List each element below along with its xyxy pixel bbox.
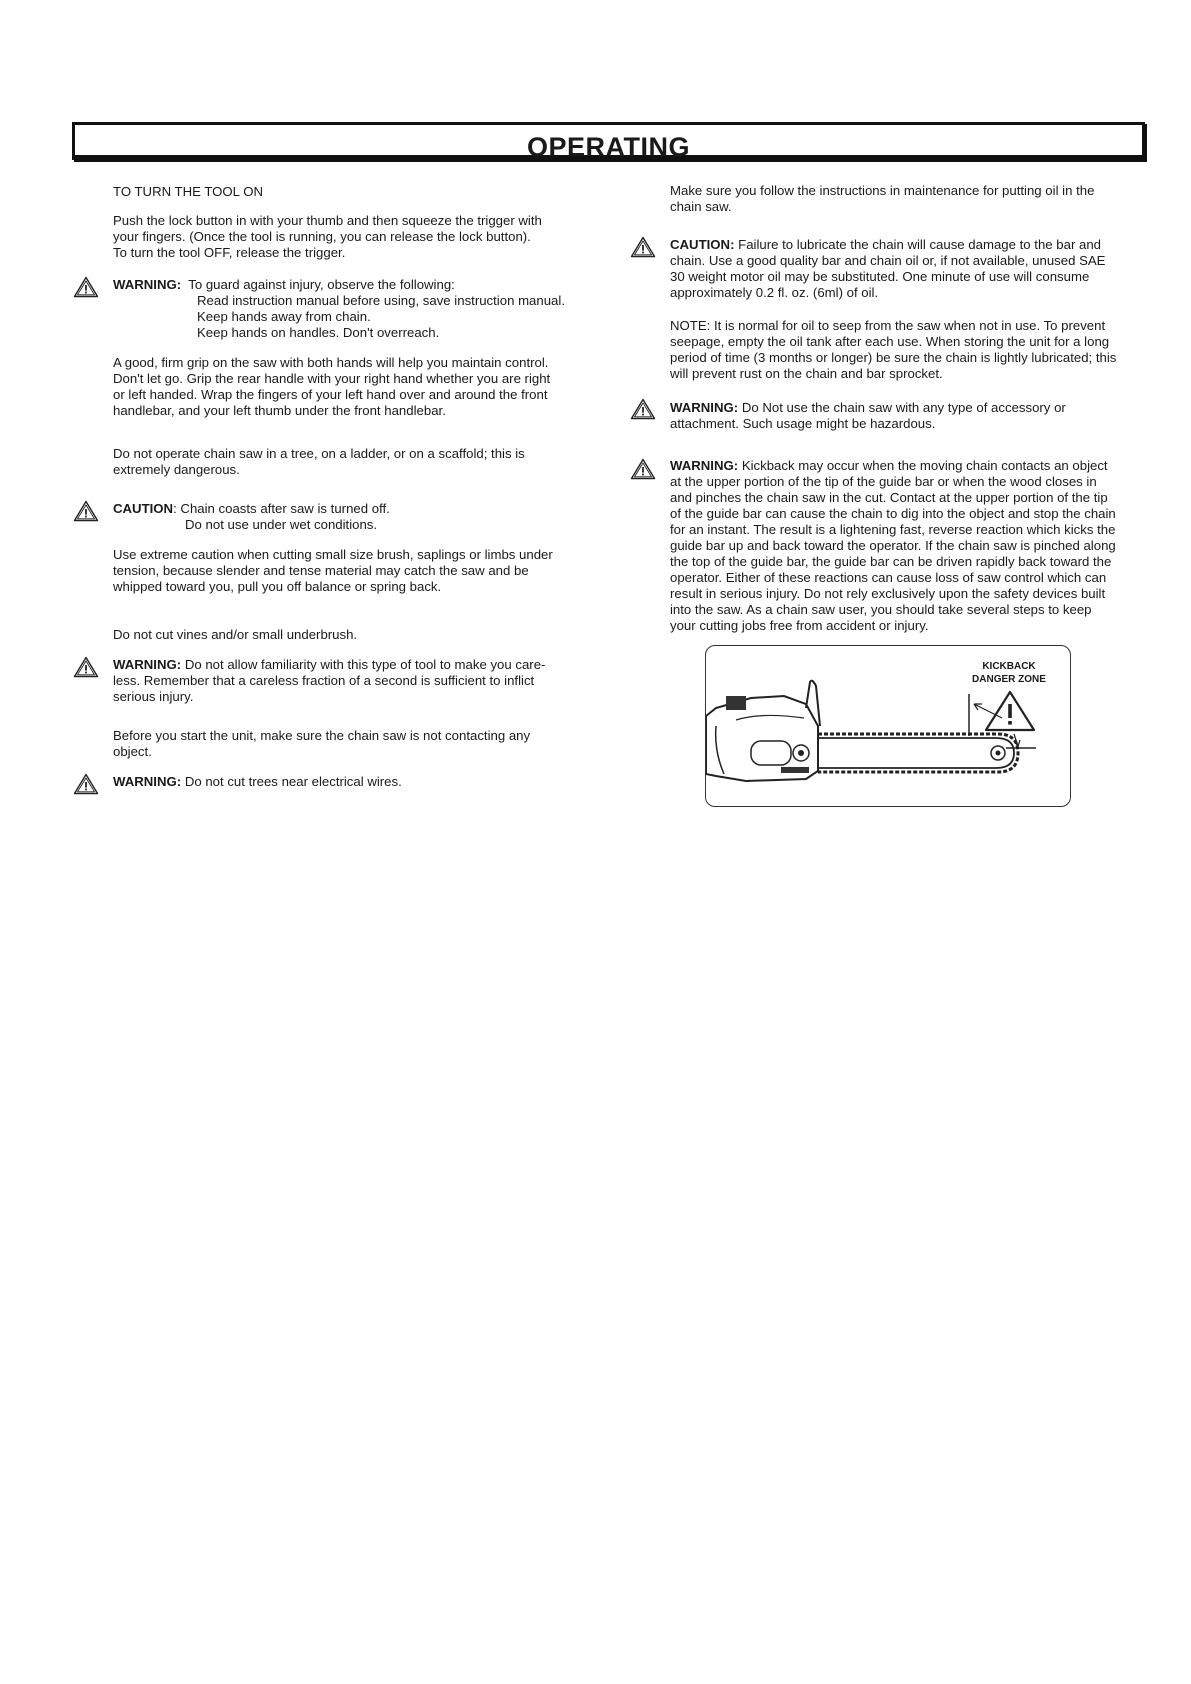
warning-icon [630,458,656,480]
caution-chain-coasts: CAUTION: Chain coasts after saw is turned off. Do not use under wet conditions. [113,501,390,532]
oil-instructions: Make sure you follow the instructions in maintenance for putting oil in the chain saw. [670,183,1095,214]
warning-icon [73,773,99,795]
kickback-figure [705,645,1071,807]
brush-caution-text: Use extreme caution when cutting small size brush, saplings or limbs under tension, because slender and tense material may catch the saw and be whipped toward you, pull you off balance or spring back. [113,547,553,594]
warning-electrical-wires: WARNING: Do not cut trees near electrical wires. [113,774,402,789]
turn-on-instructions: Push the lock button in with your thumb and then squeeze the trigger with your fingers. (Once the tool is running, you can release the lock button). To turn the tool OFF, release the trigger. [113,213,542,260]
page-title: OPERATING [526,132,690,162]
caution-lubricate: CAUTION: Failure to lubricate the chain will cause damage to the bar and chain. Use a good quality bar and chain oil or, if not available, unused SAE 30 weight motor oil may be substituted. One minute of use will consume approximately 0.2 fl. oz. (6ml) of oil. [670,237,1106,300]
kickback-danger-zone-label: KICKBACK DANGER ZONE [972,661,1046,685]
before-start-text: Before you start the unit, make sure the chain saw is not contacting any object. [113,728,531,759]
tree-ladder-warning-text: Do not operate chain saw in a tree, on a ladder, or on a scaffold; this is extremely dangerous. [113,446,525,477]
warning-guard-injury: WARNING: To guard against injury, observe the following: Read instruction manual before using, save instruction manual. Keep hands away from chain. Keep hands on handles. Don't overreach. [113,277,565,340]
warning-accessory: WARNING: Do Not use the chain saw with any type of accessory or attachment. Such usage might be hazardous. [670,400,1066,431]
warning-icon [630,398,656,420]
warning-kickback: WARNING: Kickback may occur when the moving chain contacts an object at the upper portion of the tip of the guide bar or when the wood closes in and pinches the chain saw in the cut. Contact at the upper portion of the tip of the guide bar can cause the chain to dig into the object and stop the chain for an instant. The result is a lightening fast, reverse reaction which kicks the guide bar up and back toward the operator. If the chain saw is pinched along the top of the guide bar, the guide bar can be driven rapidly back toward the operator. Either of these reactions can cause loss of saw control which can result in serious injury. Do not rely exclusively upon the safety devices built into the saw. As a chain saw user, you should take several steps to keep your cutting jobs free from accident or injury. [670,458,1116,633]
warning-familiarity: WARNING: Do not allow familiarity with this type of tool to make you care- less. Remember that a careless fraction of a second is sufficient to inflict serious injury. [113,657,546,704]
caution-icon [73,500,99,522]
section-header [72,122,1145,160]
grip-instructions: A good, firm grip on the saw with both hands will help you maintain control. Don't let go. Grip the rear handle with your right hand whether you are right or left handed. Wrap the fingers of your left hand over and around the front handlebar, and your left thumb under the front handlebar. [113,355,551,418]
warning-icon [73,276,99,298]
turn-on-heading: TO TURN THE TOOL ON [113,184,263,199]
warning-icon [73,656,99,678]
oil-seep-note: NOTE: It is normal for oil to seep from the saw when not in use. To prevent seepage, empty the oil tank after each use. When storing the unit for a long period of time (3 months or longer) be sure the chain is lightly lubricated; this will prevent rust on the chain and bar sprocket. [670,318,1117,381]
vines-text: Do not cut vines and/or small underbrush. [113,627,358,642]
caution-icon [630,236,656,258]
